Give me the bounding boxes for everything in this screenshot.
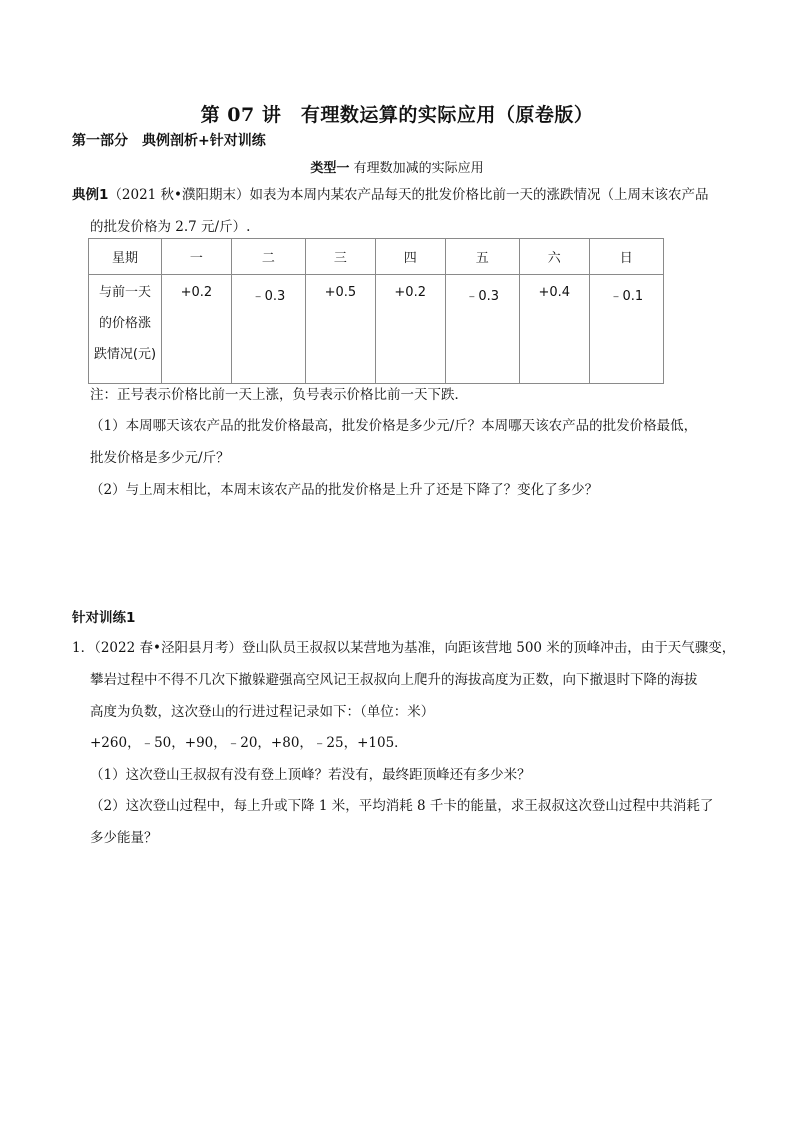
table-day-cell: 二: [231, 239, 305, 275]
document-title: 第 07 讲 有理数运算的实际应用（原卷版）: [200, 104, 594, 126]
example-question-1-line-1: （1）本周哪天该农产品的批发价格最高，批发价格是多少元/斤？本周哪天该农产品的批发价格最低，: [90, 418, 698, 434]
table-value-cell: ﹣0.3: [231, 275, 305, 384]
table-header-label: 星期: [89, 239, 162, 275]
row-label-line: 的价格涨: [98, 316, 151, 331]
training-line-3: 高度为负数，这次登山的行进过程记录如下：（单位：米）: [90, 704, 435, 720]
table-header-row: [89, 239, 664, 275]
table-day-cell: 一: [162, 239, 232, 275]
table-value-cell: +0.2: [375, 275, 445, 384]
table-value-row: [89, 275, 664, 384]
table-day-cell: 四: [375, 239, 445, 275]
training-line-2: 攀岩过程中不得不几次下撤躲避强高空风记王叔叔向上爬升的海拔高度为正数，向下撤退时下降的海拔: [90, 672, 698, 688]
table-day-cell: 三: [306, 239, 376, 275]
example-line-2: 的批发价格为 2.7 元/斤）.: [90, 219, 251, 235]
training-question-1: （1）这次登山王叔叔有没有登上顶峰？若没有，最终距顶峰还有多少米？: [90, 767, 531, 783]
table-value-cell: +0.2: [162, 275, 232, 384]
table-day-cell: 六: [519, 239, 589, 275]
example-note: 注：正号表示价格比前一天上涨，负号表示价格比前一天下跌．: [90, 387, 468, 403]
table-value-cell: +0.4: [519, 275, 589, 384]
table-day-cell: 五: [445, 239, 519, 275]
training-records: +260，﹣50，+90，﹣20，+80，﹣25，+105．: [90, 735, 408, 751]
table-row-label: [89, 275, 162, 384]
example-question-2: （2）与上周末相比，本周末该农产品的批发价格是上升了还是下降了？变化了多少？: [90, 482, 599, 498]
training-line-1: 1．（2022 春•泾阳县月考）登山队员王叔叔以某营地为基准，向距该营地 500 米的顶峰冲击，由于天气骤变，: [72, 640, 736, 656]
part-heading: 第一部分 典例剖析+针对训练: [72, 133, 266, 149]
example-intro: （2021 秋•濮阳期末）如表为本周内某农产品每天的批发价格比前一天的涨跌情况（上周末该农产品: [108, 187, 709, 203]
table-value-cell: +0.5: [306, 275, 376, 384]
row-label-line: 跌情况(元): [93, 347, 157, 362]
row-label-line: 与前一天: [98, 285, 151, 300]
type-heading-text: 有理数加减的实际应用: [353, 161, 484, 176]
example-question-1-line-2: 批发价格是多少元/斤？: [90, 450, 230, 466]
price-change-table: [88, 238, 664, 384]
type-heading: [0, 157, 794, 176]
table-value-cell: ﹣0.3: [445, 275, 519, 384]
training-heading: 针对训练1: [72, 610, 136, 626]
type-heading-label: 类型一: [310, 161, 350, 176]
table-value-cell: ﹣0.1: [589, 275, 663, 384]
training-question-2-line-1: （2）这次登山过程中，每上升或下降 1 米，平均消耗 8 千卡的能量，求王叔叔这次登山过程中共消耗了: [90, 798, 714, 814]
example-label: 典例1: [72, 187, 109, 203]
training-question-2-line-2: 多少能量？: [90, 830, 158, 846]
example-line-1: [72, 183, 709, 203]
table-day-cell: 日: [589, 239, 663, 275]
